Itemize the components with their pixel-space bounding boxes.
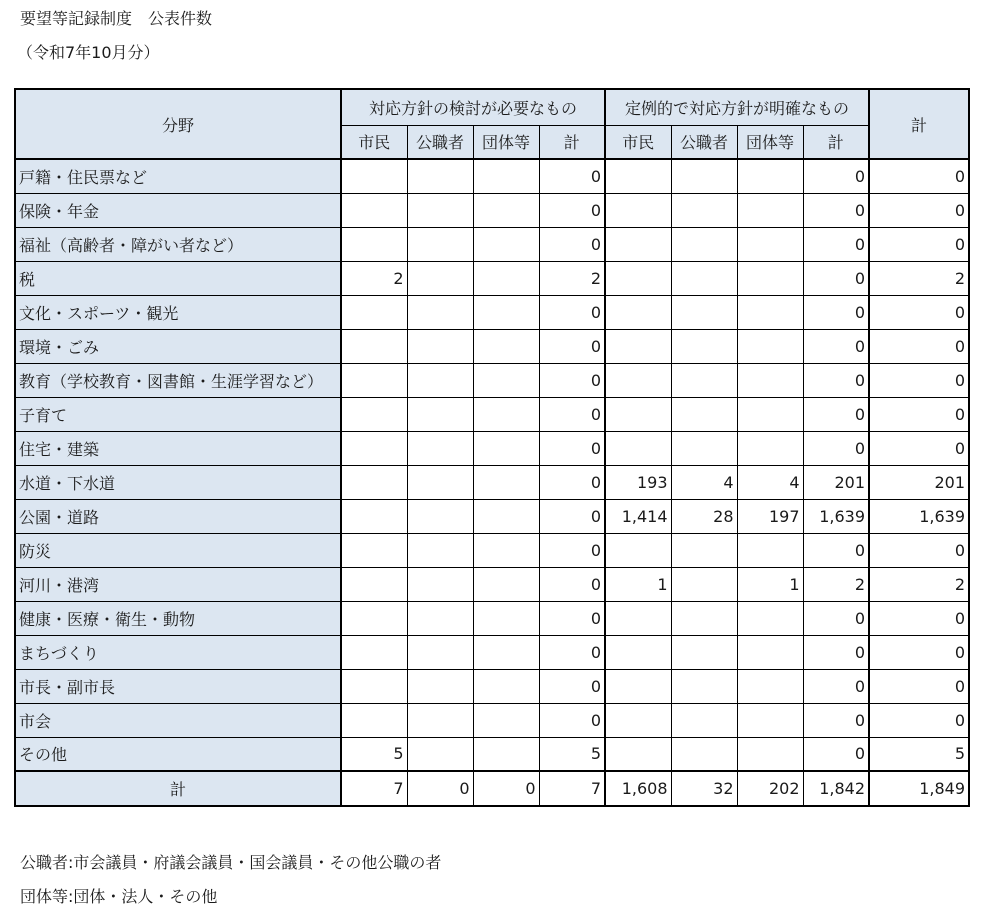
subtotal-cell: 2 (539, 261, 605, 295)
count-cell (407, 397, 473, 431)
category-label: 保険・年金 (15, 193, 341, 227)
grand-total-cell: 0 (869, 397, 969, 431)
header-public-official: 公職者 (407, 125, 473, 159)
header-group-needs-review: 対応方針の検討が必要なもの (341, 89, 605, 125)
subtotal-cell: 0 (803, 295, 869, 329)
grand-total-cell: 2 (869, 567, 969, 601)
subtotal-cell: 0 (803, 363, 869, 397)
category-label: 河川・港湾 (15, 567, 341, 601)
header-row-groups (15, 89, 969, 125)
count-cell (407, 295, 473, 329)
count-cell (407, 193, 473, 227)
count-cell (605, 533, 671, 567)
count-cell (605, 363, 671, 397)
count-cell: 32 (671, 771, 737, 806)
category-label: 住宅・建築 (15, 431, 341, 465)
category-label: 環境・ごみ (15, 329, 341, 363)
count-cell: 193 (605, 465, 671, 499)
subtotal-cell: 0 (539, 465, 605, 499)
count-cell: 5 (341, 737, 407, 771)
count-cell (671, 737, 737, 771)
count-cell (407, 431, 473, 465)
subtotal-cell: 0 (803, 703, 869, 737)
count-cell (341, 635, 407, 669)
count-cell (407, 737, 473, 771)
count-cell (605, 669, 671, 703)
table-row (15, 499, 969, 533)
category-label: 教育（学校教育・図書館・生涯学習など） (15, 363, 341, 397)
count-cell (473, 193, 539, 227)
count-cell (605, 193, 671, 227)
count-cell (737, 431, 803, 465)
count-cell: 202 (737, 771, 803, 806)
grand-total-cell: 0 (869, 295, 969, 329)
count-cell: 1 (605, 567, 671, 601)
table-row (15, 397, 969, 431)
count-cell (407, 227, 473, 261)
count-cell: 0 (473, 771, 539, 806)
header-citizen: 市民 (341, 125, 407, 159)
count-cell (605, 397, 671, 431)
count-cell (341, 193, 407, 227)
subtotal-cell: 0 (803, 533, 869, 567)
category-label: 健康・医療・衛生・動物 (15, 601, 341, 635)
count-cell (671, 159, 737, 193)
count-cell (605, 261, 671, 295)
count-cell (407, 533, 473, 567)
count-cell (737, 363, 803, 397)
subtotal-cell: 0 (539, 533, 605, 567)
subtotal-cell: 1,639 (803, 499, 869, 533)
category-label: 文化・スポーツ・観光 (15, 295, 341, 329)
count-cell (737, 261, 803, 295)
table-row (15, 193, 969, 227)
grand-total-cell: 0 (869, 635, 969, 669)
count-cell (341, 431, 407, 465)
grand-total-cell: 0 (869, 431, 969, 465)
count-cell (737, 227, 803, 261)
note-organization: 団体等:団体・法人・その他 (20, 887, 218, 906)
subtotal-cell: 0 (803, 227, 869, 261)
count-cell (341, 703, 407, 737)
category-label: 戸籍・住民票など (15, 159, 341, 193)
table-row (15, 465, 969, 499)
count-cell (407, 601, 473, 635)
count-cell: 4 (671, 465, 737, 499)
grand-total-cell: 0 (869, 193, 969, 227)
count-cell (737, 295, 803, 329)
count-cell (473, 329, 539, 363)
subtotal-cell: 0 (803, 159, 869, 193)
subtotal-cell: 0 (539, 635, 605, 669)
grand-total-cell: 0 (869, 329, 969, 363)
count-cell (407, 669, 473, 703)
table-row (15, 601, 969, 635)
count-cell (605, 635, 671, 669)
header-group-routine: 定例的で対応方針が明確なもの (605, 89, 869, 125)
count-cell (671, 635, 737, 669)
count-cell: 2 (341, 261, 407, 295)
count-cell (473, 363, 539, 397)
count-cell (341, 567, 407, 601)
category-label: 税 (15, 261, 341, 295)
header-public-official: 公職者 (671, 125, 737, 159)
grand-total-cell: 2 (869, 261, 969, 295)
count-cell (473, 601, 539, 635)
subtotal-cell: 0 (539, 431, 605, 465)
table-row (15, 431, 969, 465)
table-row (15, 635, 969, 669)
count-cell (605, 601, 671, 635)
count-cell (341, 329, 407, 363)
grand-total-cell: 0 (869, 669, 969, 703)
count-cell: 1 (737, 567, 803, 601)
table-row (15, 295, 969, 329)
count-cell (671, 431, 737, 465)
category-label: 水道・下水道 (15, 465, 341, 499)
count-cell (671, 669, 737, 703)
count-cell (473, 499, 539, 533)
count-cell (341, 397, 407, 431)
document-period: （令和7年10月分） (17, 43, 160, 62)
count-cell (407, 159, 473, 193)
grand-total-cell: 1,849 (869, 771, 969, 806)
header-citizen: 市民 (605, 125, 671, 159)
count-cell (737, 601, 803, 635)
count-cell (341, 159, 407, 193)
count-cell (473, 431, 539, 465)
count-cell (737, 329, 803, 363)
count-cell (407, 465, 473, 499)
count-cell (407, 499, 473, 533)
table-row (15, 227, 969, 261)
count-cell (605, 703, 671, 737)
count-cell (341, 295, 407, 329)
count-cell (341, 465, 407, 499)
count-cell (737, 533, 803, 567)
count-cell (473, 703, 539, 737)
subtotal-cell: 0 (539, 601, 605, 635)
count-cell (671, 567, 737, 601)
table-row (15, 261, 969, 295)
count-cell: 197 (737, 499, 803, 533)
count-cell (473, 295, 539, 329)
statistics-table (14, 88, 970, 807)
count-cell: 1,608 (605, 771, 671, 806)
count-cell (473, 261, 539, 295)
total-row (15, 771, 969, 806)
count-cell (737, 635, 803, 669)
count-cell (671, 397, 737, 431)
count-cell (671, 227, 737, 261)
count-cell (671, 533, 737, 567)
count-cell: 7 (341, 771, 407, 806)
table-row (15, 329, 969, 363)
count-cell (341, 363, 407, 397)
count-cell (737, 737, 803, 771)
subtotal-cell: 0 (803, 193, 869, 227)
subtotal-cell: 0 (539, 397, 605, 431)
subtotal-cell: 7 (539, 771, 605, 806)
count-cell (671, 601, 737, 635)
count-cell (473, 567, 539, 601)
subtotal-cell: 0 (803, 431, 869, 465)
table-row (15, 669, 969, 703)
table-row (15, 703, 969, 737)
count-cell (671, 703, 737, 737)
table-row (15, 533, 969, 567)
count-cell (341, 499, 407, 533)
grand-total-cell: 5 (869, 737, 969, 771)
category-label: 子育て (15, 397, 341, 431)
subtotal-cell: 0 (803, 397, 869, 431)
grand-total-cell: 0 (869, 363, 969, 397)
grand-total-cell: 0 (869, 159, 969, 193)
count-cell (737, 397, 803, 431)
count-cell (605, 159, 671, 193)
category-label: まちづくり (15, 635, 341, 669)
count-cell (671, 295, 737, 329)
count-cell (473, 227, 539, 261)
count-cell (737, 703, 803, 737)
count-cell (407, 703, 473, 737)
header-subtotal: 計 (803, 125, 869, 159)
count-cell (473, 533, 539, 567)
count-cell (605, 431, 671, 465)
subtotal-cell: 0 (803, 635, 869, 669)
count-cell: 28 (671, 499, 737, 533)
count-cell (473, 737, 539, 771)
header-organization: 団体等 (473, 125, 539, 159)
table-row (15, 363, 969, 397)
count-cell: 4 (737, 465, 803, 499)
subtotal-cell: 0 (803, 261, 869, 295)
subtotal-cell: 0 (539, 499, 605, 533)
category-label: 市会 (15, 703, 341, 737)
count-cell (341, 601, 407, 635)
count-cell: 0 (407, 771, 473, 806)
count-cell (407, 261, 473, 295)
count-cell (605, 329, 671, 363)
total-label: 計 (15, 771, 341, 806)
grand-total-cell: 1,639 (869, 499, 969, 533)
category-label: 防災 (15, 533, 341, 567)
header-grand-total: 計 (869, 89, 969, 159)
grand-total-cell: 0 (869, 227, 969, 261)
header-organization: 団体等 (737, 125, 803, 159)
table-row (15, 737, 969, 771)
count-cell (737, 159, 803, 193)
count-cell (473, 669, 539, 703)
count-cell (407, 329, 473, 363)
subtotal-cell: 0 (803, 737, 869, 771)
category-label: 市長・副市長 (15, 669, 341, 703)
count-cell (473, 159, 539, 193)
count-cell (341, 227, 407, 261)
count-cell (671, 193, 737, 227)
subtotal-cell: 0 (539, 295, 605, 329)
subtotal-cell: 201 (803, 465, 869, 499)
subtotal-cell: 0 (539, 329, 605, 363)
count-cell (473, 465, 539, 499)
count-cell (605, 227, 671, 261)
grand-total-cell: 0 (869, 703, 969, 737)
count-cell (671, 329, 737, 363)
grand-total-cell: 201 (869, 465, 969, 499)
subtotal-cell: 0 (539, 227, 605, 261)
count-cell (341, 669, 407, 703)
count-cell (605, 295, 671, 329)
count-cell (407, 567, 473, 601)
subtotal-cell: 0 (803, 329, 869, 363)
count-cell (407, 363, 473, 397)
category-label: 福祉（高齢者・障がい者など） (15, 227, 341, 261)
count-cell (671, 261, 737, 295)
count-cell: 1,414 (605, 499, 671, 533)
count-cell (473, 397, 539, 431)
count-cell (737, 193, 803, 227)
count-cell (605, 737, 671, 771)
document-title: 要望等記録制度 公表件数 (20, 9, 213, 28)
category-label: その他 (15, 737, 341, 771)
subtotal-cell: 2 (803, 567, 869, 601)
subtotal-cell: 0 (539, 703, 605, 737)
count-cell (407, 635, 473, 669)
count-cell (341, 533, 407, 567)
subtotal-cell: 1,842 (803, 771, 869, 806)
subtotal-cell: 0 (539, 669, 605, 703)
header-subtotal: 計 (539, 125, 605, 159)
note-public-official: 公職者:市会議員・府議会議員・国会議員・その他公職の者 (20, 853, 442, 872)
category-label: 公園・道路 (15, 499, 341, 533)
subtotal-cell: 0 (803, 601, 869, 635)
count-cell (473, 635, 539, 669)
count-cell (671, 363, 737, 397)
subtotal-cell: 0 (539, 159, 605, 193)
subtotal-cell: 0 (539, 567, 605, 601)
header-field: 分野 (15, 89, 341, 159)
subtotal-cell: 0 (803, 669, 869, 703)
subtotal-cell: 0 (539, 193, 605, 227)
grand-total-cell: 0 (869, 601, 969, 635)
subtotal-cell: 5 (539, 737, 605, 771)
subtotal-cell: 0 (539, 363, 605, 397)
count-cell (737, 669, 803, 703)
table-row (15, 567, 969, 601)
table-row (15, 159, 969, 193)
grand-total-cell: 0 (869, 533, 969, 567)
